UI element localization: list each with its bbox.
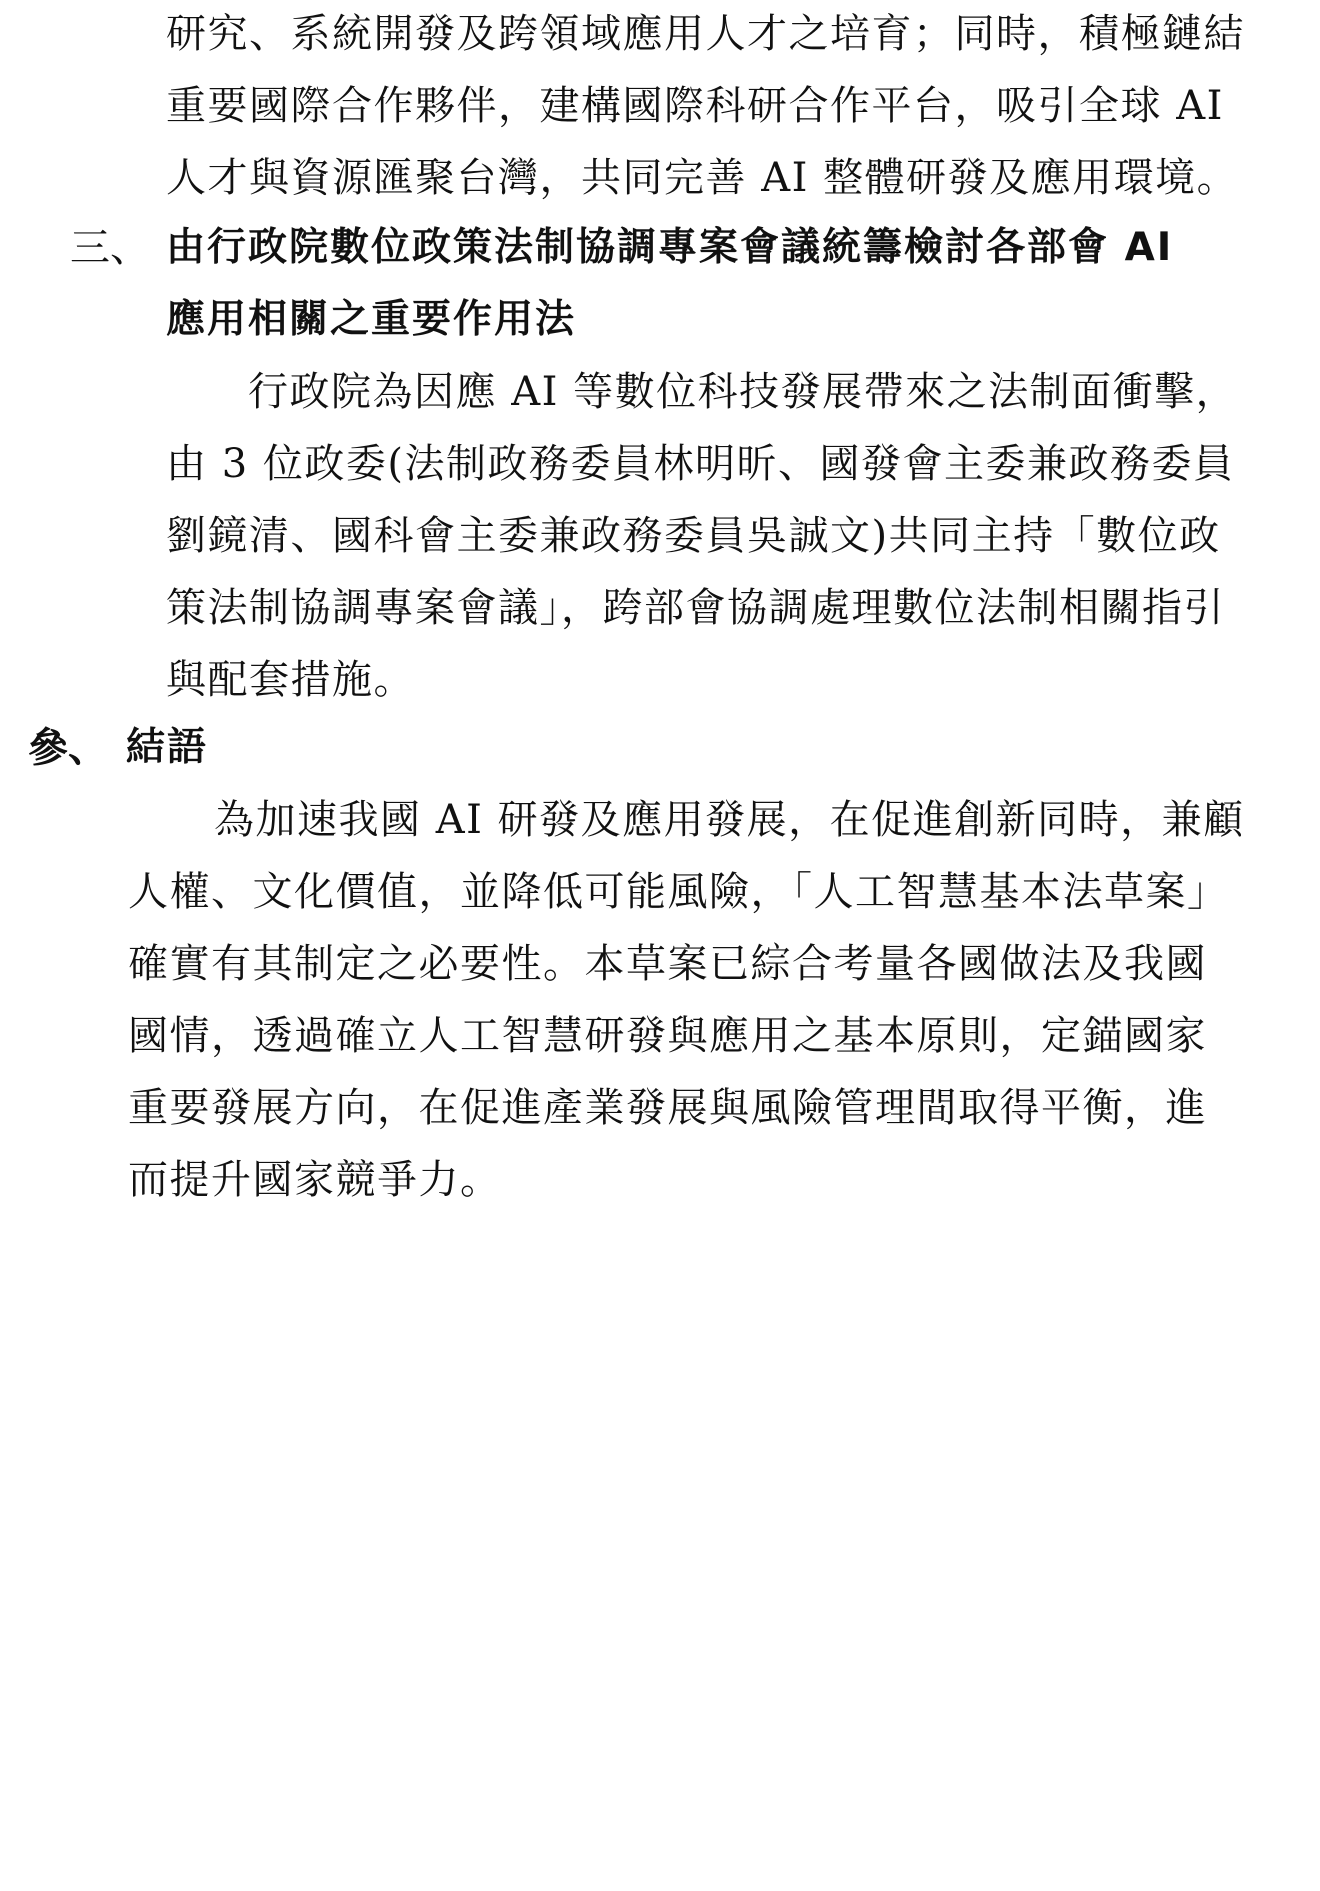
paragraph-line: 為加速我國 AI 研發及應用發展，在促進創新同時，兼顧: [214, 797, 1245, 843]
paragraph-line: 重要發展方向，在促進產業發展與風險管理間取得平衡，進: [128, 1085, 1207, 1131]
paragraph-line: 由 3 位政委(法制政務委員林明昕、國發會主委兼政務委員: [166, 441, 1235, 487]
section-heading: 由行政院數位政策法制協調專案會議統籌檢討各部會 AI: [166, 225, 1174, 270]
paragraph-line: 研究、系統開發及跨領域應用人才之培育；同時，積極鏈結: [166, 11, 1245, 57]
paragraph-line: 確實有其制定之必要性。本草案已綜合考量各國做法及我國: [128, 941, 1207, 987]
paragraph-line: 行政院為因應 AI 等數位科技發展帶來之法制面衝擊，: [248, 369, 1238, 415]
section-number: 參、: [28, 725, 108, 771]
paragraph-line: 重要國際合作夥伴，建構國際科研合作平台，吸引全球 AI: [166, 83, 1224, 129]
paragraph-line: 與配套措施。: [166, 657, 415, 703]
paragraph-line: 劉鏡清、國科會主委兼政務委員吳誠文)共同主持「數位政: [166, 513, 1221, 559]
paragraph-line: 人才與資源匯聚台灣，共同完善 AI 整體研發及應用環境。: [166, 155, 1239, 201]
paragraph-line: 人權、文化價值，並降低可能風險，「人工智慧基本法草案」: [128, 869, 1229, 915]
section-heading: 應用相關之重要作用法: [166, 297, 577, 342]
paragraph-line: 國情，透過確立人工智慧研發與應用之基本原則，定錨國家: [128, 1013, 1207, 1059]
section-heading: 結語: [126, 725, 209, 770]
paragraph-line: 策法制協調專案會議」，跨部會協調處理數位法制相關指引: [166, 585, 1225, 631]
section-number: 三、: [70, 225, 150, 271]
paragraph-line: 而提升國家競爭力。: [128, 1157, 502, 1203]
